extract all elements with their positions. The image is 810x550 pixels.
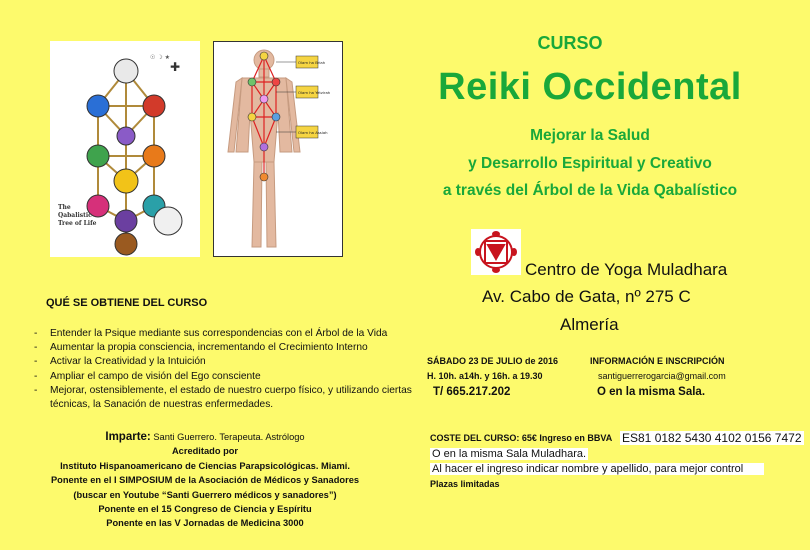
subtitle-line-1: Mejorar la Salud <box>530 127 650 144</box>
subtitle-line-3: a través del Árbol de la Vida Qabalístico <box>442 182 738 199</box>
benefit-item: - Entender la Psique mediante sus correspondencias con el Árbol de la Vida <box>34 327 414 341</box>
body-label-briah: Olam ha Briah <box>298 60 326 65</box>
benefits-title: QUÉ SE OBTIENE DEL CURSO <box>46 297 208 309</box>
instructor-line: Ponente en el 15 Congreso de Ciencia y Espíritu <box>98 504 312 515</box>
svg-text:☉ ☽ ★: ☉ ☽ ★ <box>150 54 170 61</box>
limited-places: Plazas limitadas <box>430 479 500 489</box>
instructor-line: Instituto Hispanoamericano de Ciencias Parapsicológicas. Miami. <box>60 460 350 471</box>
instructor-line: Ponente en el I SIMPOSIUM de la Asociación de Médicos y Sanadores <box>50 475 360 486</box>
benefits-list <box>34 327 414 412</box>
tree-caption-1: The <box>58 204 71 211</box>
body-label-assiah: Olam ha Assiah <box>298 130 328 135</box>
contact-phone: T/ 665.217.202 <box>433 386 511 398</box>
bank-account: ES81 0182 5430 4102 0156 7472 <box>622 431 802 445</box>
svg-text:✚: ✚ <box>170 60 181 74</box>
instructor-line: Ponente en las V Jornadas de Medicina 3000 <box>106 518 304 529</box>
venue-address: Av. Cabo de Gata, nº 275 C <box>482 287 691 306</box>
instructor-label: Imparte: <box>105 431 151 443</box>
instructor-line: (buscar en Youtube “Santi Guerrero médicos y sanadores”) <box>73 489 337 500</box>
course-date: SÁBADO 23 DE JULIO de 2016 <box>427 356 559 366</box>
tree-caption-3: Tree of Life <box>58 220 97 227</box>
benefit-item: - Mejorar, ostensiblemente, el estado de nuestro cuerpo físico, y utilizando ciertas técnicas, la Sanación de nuestras enfermedades. <box>34 384 414 412</box>
course-hours: H. 10h. a14h. y 16h. a 19.30 <box>427 371 543 381</box>
benefit-item: - Activar la Creatividad y la Intuición <box>34 355 414 369</box>
instructor-name: Santi Guerrero. Terapeuta. Astrólogo <box>150 432 305 442</box>
course-title: Reiki Occidental <box>438 66 742 108</box>
cost-alt-payment: O en la misma Sala Muladhara. <box>432 448 587 460</box>
subtitle-line-2: y Desarrollo Espiritual y Creativo <box>468 155 712 172</box>
body-label-yetzirah: Olam ha Yetzirah <box>298 90 331 95</box>
cost-instructions: Al hacer el ingreso indicar nombre y apellido, para mejor control <box>430 463 764 475</box>
contact-email[interactable]: santiguerrerogarcia@gmail.com <box>598 371 726 381</box>
venue-name: Centro de Yoga Muladhara <box>525 260 728 279</box>
tree-of-life-image <box>50 41 200 257</box>
body-sephirot-image <box>213 41 343 257</box>
instructor-block <box>40 430 370 531</box>
venue-city: Almería <box>560 315 619 334</box>
muladhara-logo-icon <box>471 229 521 275</box>
benefit-item: - Ampliar el campo de visión del Ego consciente <box>34 370 414 384</box>
instructor-header <box>40 430 370 444</box>
info-place: O en la misma Sala. <box>597 386 706 398</box>
info-title: INFORMACIÓN E INSCRIPCIÓN <box>590 356 725 366</box>
course-kicker: CURSO <box>537 33 603 53</box>
benefit-item: - Aumentar la propia consciencia, incrementando el Crecimiento Interno <box>34 341 414 355</box>
tree-caption-2: Qabalistic <box>58 212 92 219</box>
cost-label: COSTE DEL CURSO: 65€ Ingreso en BBVA <box>430 433 613 443</box>
instructor-line: Acreditado por <box>171 446 239 457</box>
